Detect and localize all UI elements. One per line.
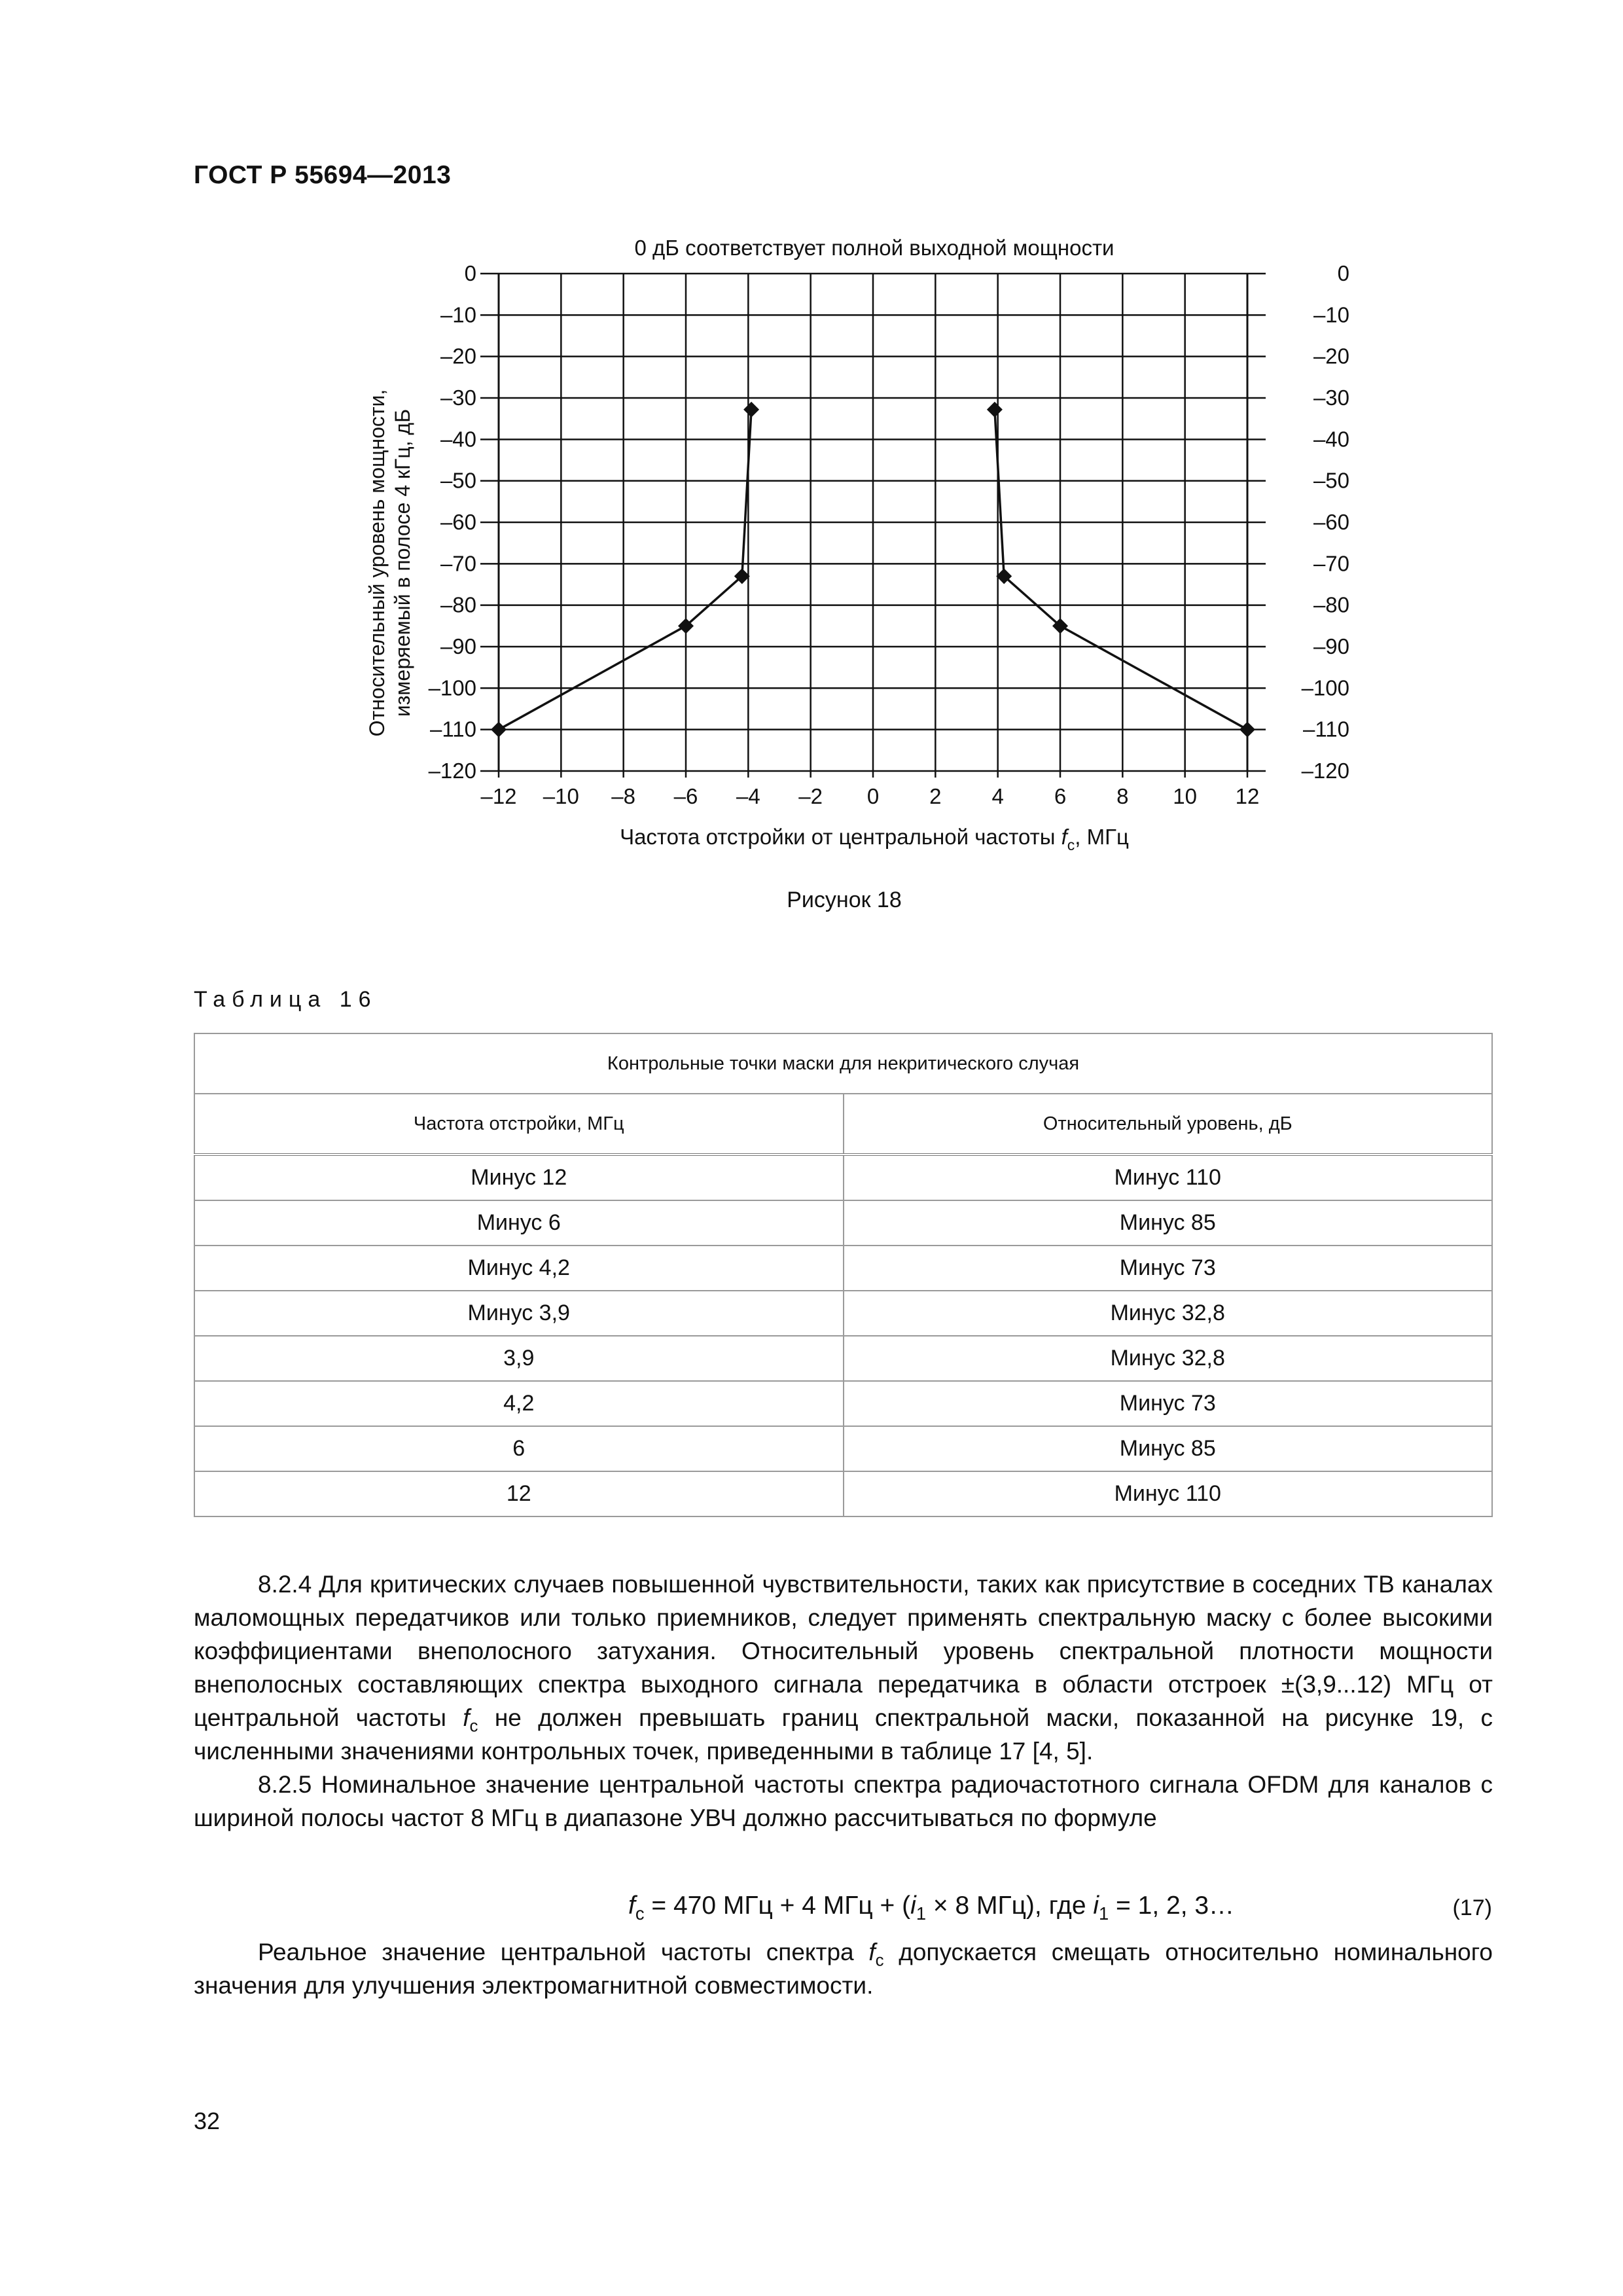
data-point-marker	[743, 402, 759, 418]
table-row	[194, 1155, 1492, 1200]
body-text	[194, 1568, 1493, 1835]
x-axis-label-var: f	[1061, 825, 1067, 849]
table-header-level: Относительный уровень, дБ	[844, 1094, 1493, 1155]
table-row	[194, 1381, 1492, 1426]
x-tick-label: 4	[991, 784, 1004, 808]
table-row	[194, 1200, 1492, 1246]
x-tick-label: 2	[929, 784, 942, 808]
data-point-marker	[491, 722, 507, 738]
chart-grid	[480, 274, 1266, 778]
table-cell: Минус 110	[844, 1155, 1493, 1200]
table-cell: 4,2	[194, 1381, 844, 1426]
document-header: ГОСТ Р 55694—2013	[194, 161, 452, 189]
table-header-frequency: Частота отстройки, МГц	[194, 1094, 844, 1155]
y-tick-label-right: –10	[1313, 302, 1349, 327]
y-tick-label: –120	[428, 759, 476, 783]
y-tick-label-right: 0	[1337, 261, 1349, 285]
table-cell: 12	[194, 1471, 844, 1516]
table-cell: Минус 110	[844, 1471, 1493, 1516]
formula-i-var: i	[1093, 1892, 1099, 1920]
y-tick-labels-left	[429, 261, 476, 783]
y-axis-label-line1: Относительный уровень мощности,	[365, 389, 389, 737]
formula-fc-sub: c	[635, 1903, 645, 1924]
table-cell: Минус 85	[844, 1200, 1493, 1246]
table-cell: Минус 32,8	[844, 1291, 1493, 1336]
paragraph-text: не должен превышать границ спектральной маски, показанной на рисунке 19, с численными значениями контрольных точек, приведенными в таблице 17 [4, 5].	[194, 1704, 1493, 1765]
body-text-continued	[194, 1935, 1493, 2002]
chart-svg	[0, 0, 1623, 877]
table-row	[194, 1336, 1492, 1381]
chart-title: 0 дБ соответствует полной выходной мощности	[634, 236, 1115, 260]
table-cell: Минус 85	[844, 1426, 1493, 1471]
series-line	[995, 410, 1247, 730]
formula-part: × 8 МГц), где	[926, 1892, 1094, 1920]
table-label: Таблица 16	[194, 987, 378, 1012]
x-tick-label: –6	[673, 784, 698, 808]
y-tick-label: –90	[440, 634, 476, 658]
table-row	[194, 1426, 1492, 1471]
fc-subscript: c	[875, 1951, 884, 1970]
page-number: 32	[194, 2108, 221, 2134]
y-tick-labels-right	[1302, 261, 1349, 783]
y-tick-label-right: –70	[1313, 551, 1349, 576]
paragraph-text: Реальное значение центральной частоты спектра	[258, 1939, 869, 1965]
table-cell: 6	[194, 1426, 844, 1471]
y-tick-label-right: –30	[1313, 386, 1349, 410]
fc-variable: f	[463, 1704, 470, 1731]
fc-variable: f	[868, 1939, 876, 1965]
y-tick-label: –20	[440, 344, 476, 368]
data-point-marker	[1240, 722, 1255, 738]
y-tick-label: –40	[440, 427, 476, 452]
x-tick-label: 0	[866, 784, 880, 808]
paragraph-center-frequency	[194, 1935, 1493, 2002]
y-tick-label-right: –120	[1301, 759, 1349, 783]
table-row	[194, 1471, 1492, 1516]
x-axis-label-sub: c	[1067, 836, 1075, 853]
x-tick-label: 12	[1235, 784, 1260, 808]
table-cell: Минус 73	[844, 1246, 1493, 1291]
table-row	[194, 1291, 1492, 1336]
y-tick-label-right: –20	[1313, 344, 1349, 368]
y-tick-label-right: –60	[1313, 510, 1349, 534]
y-tick-label-right: –40	[1313, 427, 1349, 452]
x-axis-label-unit: , МГц	[1075, 825, 1129, 849]
table-cell: Минус 3,9	[194, 1291, 844, 1336]
x-axis-label-main: Частота отстройки от центральной частоты	[620, 825, 1061, 849]
y-tick-label-right: –110	[1303, 717, 1349, 742]
table-cell: 3,9	[194, 1336, 844, 1381]
table-cell: Минус 4,2	[194, 1246, 844, 1291]
y-tick-label: –30	[440, 386, 476, 410]
formula-i-sub: 1	[916, 1903, 927, 1924]
figure-18-chart	[0, 0, 1623, 877]
y-tick-label: –80	[440, 592, 476, 617]
formula-i-sub: 1	[1099, 1903, 1109, 1924]
y-tick-label: –50	[440, 468, 476, 493]
y-axis-label-line2: измеряемый в полосе 4 кГц, дБ	[391, 408, 414, 717]
formula-number: (17)	[1452, 1895, 1492, 1920]
formula-expression	[628, 1892, 1235, 1924]
x-tick-label: –2	[798, 784, 823, 808]
table-title: Контрольные точки маски для некритического случая	[194, 1033, 1492, 1094]
formula-i-var: i	[910, 1892, 916, 1920]
y-tick-label: –110	[430, 717, 476, 742]
x-tick-label: –12	[480, 784, 517, 808]
x-tick-labels	[480, 784, 1259, 808]
table-cell: Минус 32,8	[844, 1336, 1493, 1381]
series-line	[499, 410, 751, 730]
formula-fc-var: f	[628, 1892, 635, 1920]
table-row	[194, 1246, 1492, 1291]
figure-caption: Рисунок 18	[787, 888, 902, 912]
y-tick-label: –100	[428, 675, 476, 700]
y-tick-label: –60	[440, 510, 476, 534]
control-points-table	[194, 1033, 1493, 1517]
x-tick-label: 8	[1116, 784, 1129, 808]
x-tick-label: 10	[1173, 784, 1198, 808]
paragraph-8-2-4	[194, 1568, 1493, 1768]
y-tick-label: –70	[440, 551, 476, 576]
table-cell: Минус 6	[194, 1200, 844, 1246]
x-tick-label: –4	[736, 784, 760, 808]
y-tick-label-right: –90	[1313, 634, 1349, 658]
y-tick-label: 0	[464, 261, 476, 285]
x-tick-label: –10	[543, 784, 579, 808]
formula-17	[0, 1892, 1623, 1927]
formula-part: = 1, 2, 3…	[1109, 1892, 1235, 1920]
formula-part: = 470 МГц + 4 МГц + (	[644, 1892, 911, 1920]
table-cell: Минус 12	[194, 1155, 844, 1200]
x-axis-label	[620, 825, 1129, 853]
x-tick-label: –8	[611, 784, 636, 808]
paragraph-text: 8.2.4 Для критических случаев повышенной чувствительности, таких как присутствие в соседних ТВ каналах маломощных передатчиков или только приемников, следует применять спектральную маску с более высокими коэффициентами внеполосного затухания. Относительный уровень спектральной плотности мощности внеполосных составляющих спектра выходного сигнала передатчика в области отстроек ±(3,9...12) МГц от центральной частоты	[194, 1571, 1493, 1731]
paragraph-8-2-5: 8.2.5 Номинальное значение центральной частоты спектра радиочастотного сигнала OFDM для каналов с шириной полосы частот 8 МГц в диапазоне УВЧ должно рассчитываться по формуле	[194, 1771, 1493, 1831]
data-point-marker	[987, 402, 1003, 418]
table-cell: Минус 73	[844, 1381, 1493, 1426]
y-tick-label: –10	[440, 302, 476, 327]
y-tick-label-right: –100	[1301, 675, 1349, 700]
paragraph-text: допускается смещать относительно номинального значения для улучшения электромагнитной совместимости.	[194, 1939, 1493, 1999]
fc-subscript: c	[469, 1717, 478, 1736]
y-tick-label-right: –50	[1313, 468, 1349, 493]
y-tick-label-right: –80	[1313, 592, 1349, 617]
x-tick-label: 6	[1054, 784, 1067, 808]
